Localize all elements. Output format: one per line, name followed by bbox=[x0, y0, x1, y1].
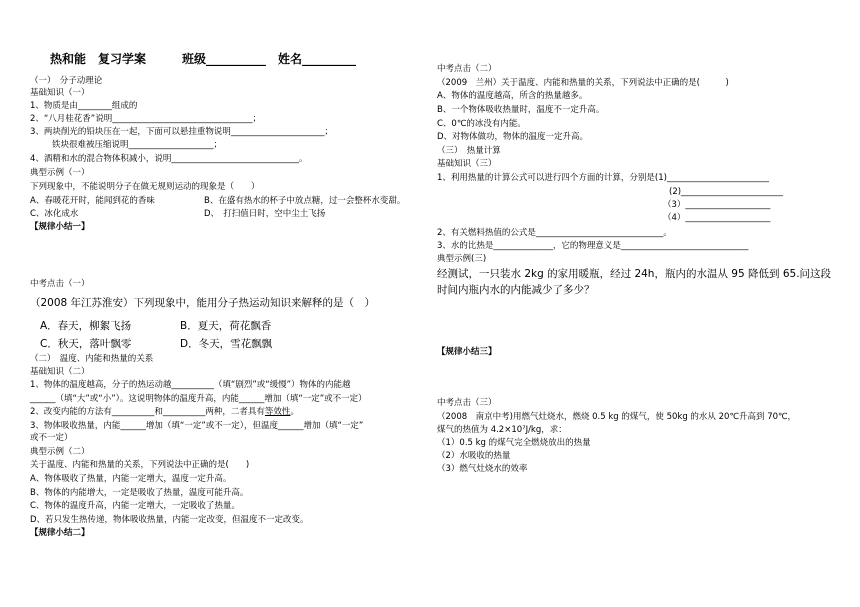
example-heading-3: 典型示例(三) bbox=[437, 254, 487, 264]
exam-question-2: （2009 兰州）关于温度、内能和热量的关系，下列说法中正确的是( ) bbox=[437, 78, 729, 88]
question-line: 2、有关燃料热值的公式是______________________________。 bbox=[437, 228, 672, 238]
option-b: B、物体的内能增大，一定是吸收了热量，温度可能升高。 bbox=[30, 488, 249, 498]
option-a: A、物体吸收了热量，内能一定增大，温度一定升高。 bbox=[30, 474, 232, 484]
worksheet-title: 热和能 复习学案 班级__________ 姓名_________ bbox=[50, 52, 357, 66]
question-line: ______（填“大”或“小”）。这说明物体的温度升高，内能______增加（填“一定”或不一定） bbox=[30, 394, 367, 404]
example-question: 经测试，一只装水 2kg 的家用暖瓶，经过 24h，瓶内的水温从 95 降低到 65.问这段 bbox=[437, 268, 832, 280]
question-line: 铁块很难被压缩说明____________________； bbox=[52, 140, 223, 150]
example-question: 时间内瓶内水的内能减少了多少？ bbox=[437, 284, 595, 296]
question-line: 2、“八月桂花香”说明_________________________________； bbox=[30, 114, 261, 124]
basic-knowledge-2: 基础知识（二） bbox=[30, 367, 90, 377]
option-c: C、0℃的冰没有内能。 bbox=[437, 119, 526, 129]
summary-heading-3: 【规律小结三】 bbox=[437, 347, 497, 357]
question-text: 。 bbox=[290, 407, 299, 417]
option-c: C、物体的温度升高，内能一定增大，一定吸收了热量。 bbox=[30, 501, 240, 511]
sub-question: （2）水吸收的热量 bbox=[437, 451, 511, 461]
question-line: 3、两块削光的铅块压在一起，下面可以悬挂重物说明______________________； bbox=[30, 127, 333, 137]
option-d: D、 打扫值日时，空中尘土飞扬 bbox=[204, 209, 326, 219]
option-b: B．夏天，荷花飘香 bbox=[180, 320, 272, 332]
question-line bbox=[30, 407, 299, 418]
answer-blank: (2)________________________ bbox=[669, 187, 784, 197]
option-d: D．冬天，雪花飘飘 bbox=[180, 338, 273, 350]
section-heading-molecular: （一） 分子动理论 bbox=[30, 76, 103, 86]
option-a: A、物体的温度越高，所含的热量越多。 bbox=[437, 91, 588, 101]
example-heading-1: 典型示例（一） bbox=[30, 168, 90, 178]
option-a: A、春暖花开时，能闻到花的香味 bbox=[30, 196, 155, 206]
example-question: 下列现象中，不能说明分子在做无规则运动的现象是（ ） bbox=[30, 182, 260, 192]
exam-question-3: （2008 南京中考)用燃气灶烧水，燃烧 0.5 kg 的煤气，使 50kg 的水从 20℃升高到 70℃， bbox=[437, 412, 797, 422]
option-d: D、对物体做功，物体的温度一定升高。 bbox=[437, 132, 589, 142]
question-line: 3、水的比热是______________，它的物理意义是______________________________ bbox=[437, 241, 749, 251]
question-line: 3、物体吸收热量，内能______增加（填“一定”或不一定），但温度______增加（填“一定” bbox=[30, 421, 364, 431]
question-line: 1、物体的温度越高，分子的热运动越__________（填“剧烈”或“缓慢”）物体的内能越 bbox=[30, 380, 351, 390]
option-a: A．春天，柳絮飞扬 bbox=[40, 320, 132, 332]
answer-blank: （4）____________________ bbox=[663, 213, 771, 223]
underlined-term: 等效性 bbox=[264, 407, 291, 417]
sub-question: （3）燃气灶烧水的效率 bbox=[437, 464, 528, 474]
sub-question: （1）0.5 kg 的煤气完全燃烧放出的热量 bbox=[437, 438, 591, 448]
question-line: 4、酒精和水的混合物体积减小，说明______________________________。 bbox=[30, 154, 308, 164]
question-line: 或不一定） bbox=[30, 433, 73, 443]
example-heading-2: 典型示例（二） bbox=[30, 447, 90, 457]
exam-heading-1: 中考点击（一） bbox=[30, 279, 90, 289]
summary-heading-1: 【规律小结一】 bbox=[30, 222, 90, 232]
option-b: B、一个物体吸收热量时，温度不一定升高。 bbox=[437, 105, 605, 115]
example-question: 关于温度、内能和热量的关系，下列说法中正确的是( ) bbox=[30, 460, 250, 470]
answer-blank: （3）____________________ bbox=[663, 200, 771, 210]
option-b: B、在盛有热水的杯子中放点糖，过一会整杯水变甜。 bbox=[204, 196, 406, 206]
option-c: C．秋天，落叶飘零 bbox=[40, 338, 132, 350]
question-line: 1、物质是由________组成的 bbox=[30, 101, 138, 111]
exam-heading-3: 中考点击（三） bbox=[437, 398, 497, 408]
question-text: 2、改变内能的方法有__________和__________两种，二者具有 bbox=[30, 407, 265, 417]
section-heading-temperature: （二） 温度、内能和热量的关系 bbox=[30, 354, 154, 364]
option-d: D、若只发生热传递，物体吸收热量，内能一定改变，但温度不一定改变。 bbox=[30, 515, 309, 525]
exam-question-3: 煤气的热值为 4.2×10⁷J/kg，求： bbox=[437, 425, 567, 435]
section-heading-heat-calc: （三） 热量计算 bbox=[437, 146, 501, 156]
question-line: 1、利用热量的计算公式可以进行四个方面的计算，分别是(1)________________________ bbox=[437, 173, 769, 183]
option-c: C、冰化成水 bbox=[30, 209, 79, 219]
summary-heading-2: 【规律小结二】 bbox=[30, 528, 90, 538]
basic-knowledge-1: 基础知识（一） bbox=[30, 88, 90, 98]
exam-question-1: （2008 年江苏淮安）下列现象中，能用分子热运动知识来解释的是（ ） bbox=[30, 297, 376, 309]
basic-knowledge-3: 基础知识（三） bbox=[437, 159, 497, 169]
exam-heading-2: 中考点击（二） bbox=[437, 64, 497, 74]
